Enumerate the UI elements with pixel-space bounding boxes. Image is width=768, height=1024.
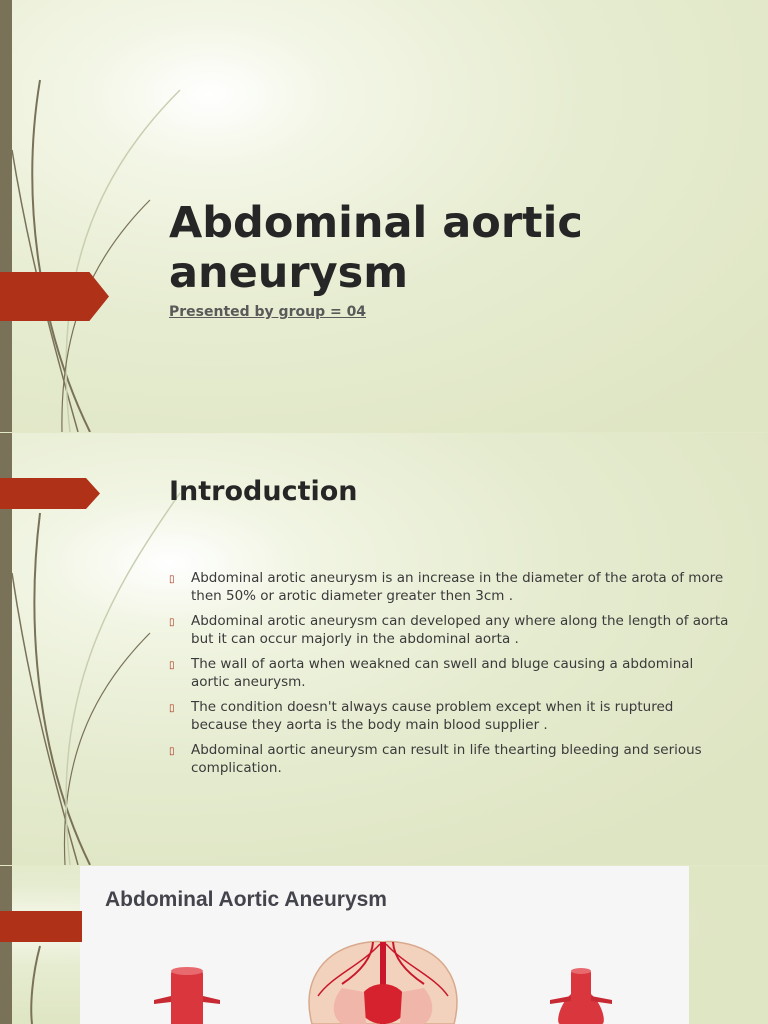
illustration-title: Abdominal Aortic Aneurysm <box>105 888 387 911</box>
aneurysm-illustration <box>80 866 689 1024</box>
bullet-icon: ▯ <box>169 660 175 671</box>
normal-aorta-icon <box>154 967 220 1024</box>
bullet-icon: ▯ <box>169 746 175 757</box>
list-item: ▯ Abdominal arotic aneurysm can developed any where along the length of aorta but it can occur majorly in the abdominal aorta . <box>169 613 729 647</box>
slide-title-text: Abdominal aortic aneurysm <box>169 198 583 298</box>
decorative-curves <box>0 866 80 1024</box>
title-arrow-tab <box>0 272 109 321</box>
intro-bullet-list <box>169 570 729 785</box>
torso-heart-icon <box>309 941 457 1024</box>
bullet-icon: ▯ <box>169 574 175 585</box>
aneurysm-aorta-icon <box>550 968 612 1024</box>
list-item: ▯ Abdominal aortic aneurysm can result in life thearting bleeding and serious complication. <box>169 742 702 776</box>
list-item: ▯ The condition doesn't always cause problem except when it is ruptured because they aorta is the body main blood supplier . <box>169 699 674 733</box>
bullet-icon: ▯ <box>169 703 175 714</box>
slide-title <box>0 0 768 432</box>
intro-arrow-tab <box>0 478 100 509</box>
aneurysm-illustration-panel <box>80 866 689 1024</box>
image-slide-tab <box>0 911 82 942</box>
left-accent-bar <box>0 866 12 1024</box>
list-item: ▯ Abdominal arotic aneurysm is an increase in the diameter of the arota of more then 50% or arotic diameter greater then 3cm . <box>169 570 724 604</box>
bullet-icon: ▯ <box>169 617 175 628</box>
left-accent-bar <box>0 0 12 432</box>
list-item: ▯ The wall of aorta when weakned can swell and bluge causing a abdominal aortic aneurysm. <box>169 656 694 690</box>
presenter-subtitle: Presented by group = 04 <box>169 304 367 320</box>
intro-heading: Introduction <box>169 476 358 507</box>
